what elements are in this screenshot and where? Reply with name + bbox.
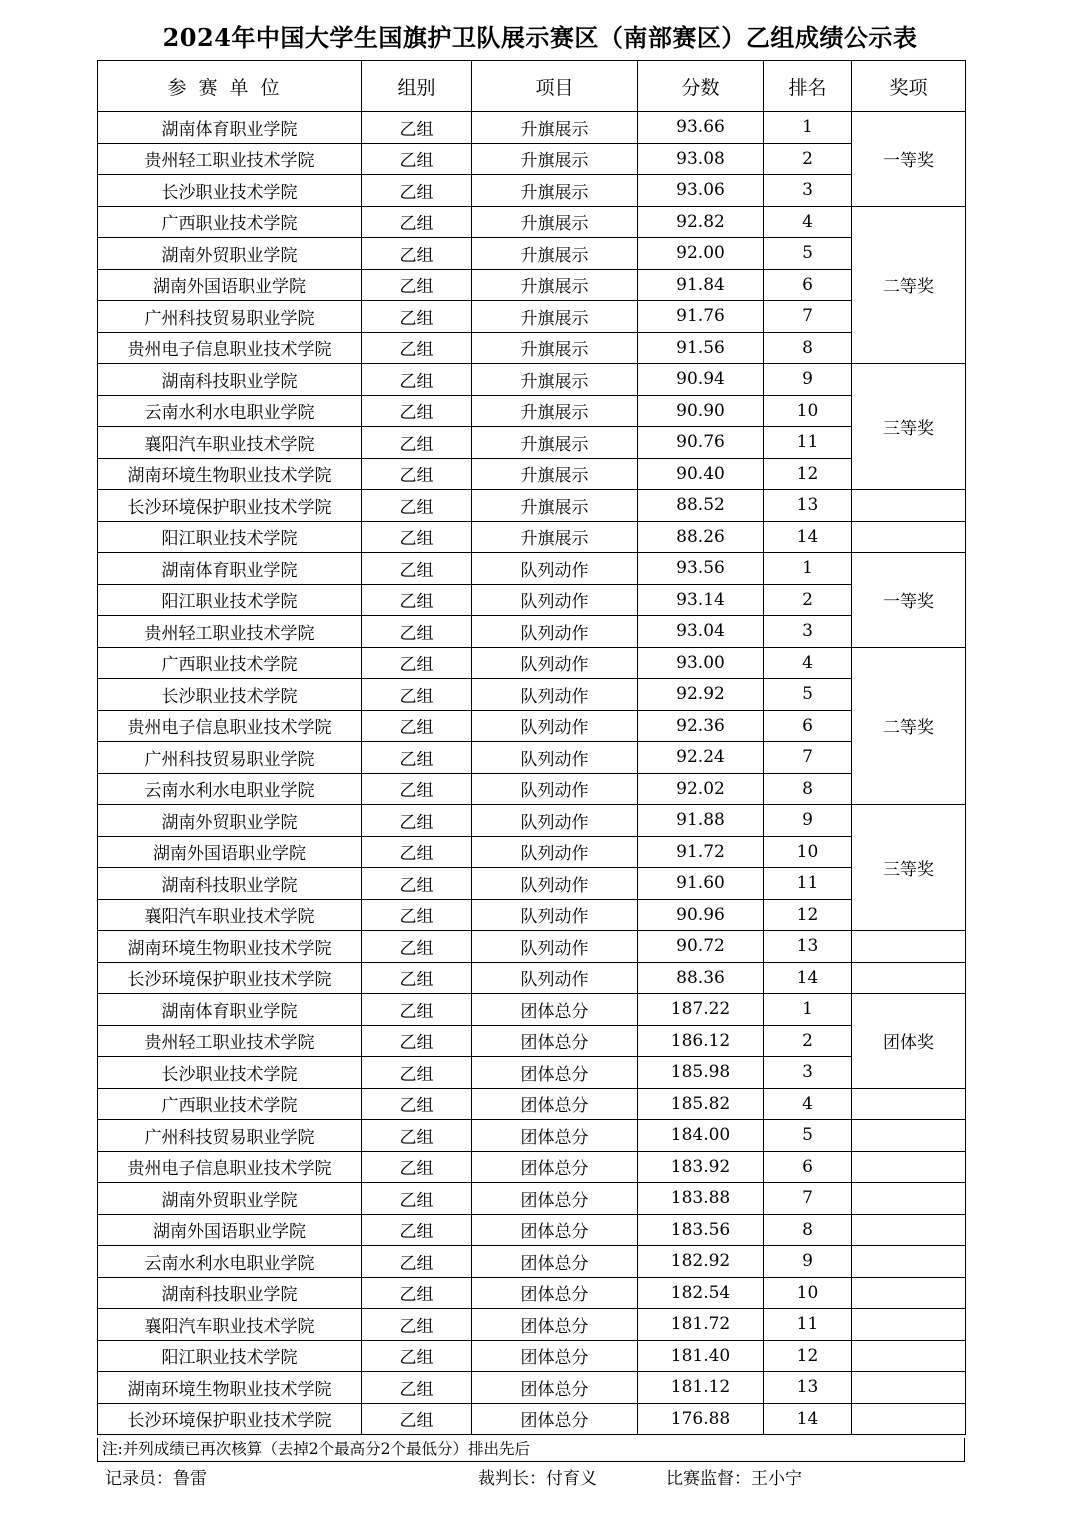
cell-score: 91.88: [638, 805, 764, 837]
cell-item: 团体总分: [472, 1277, 638, 1309]
table-body: [98, 112, 966, 1435]
cell-unit: 襄阳汽车职业技术学院: [98, 1309, 362, 1341]
cell-group: 乙组: [362, 238, 472, 270]
cell-score: 91.84: [638, 269, 764, 301]
cell-award: [852, 1120, 966, 1152]
page-title: 2024年中国大学生国旗护卫队展示赛区（南部赛区）乙组成绩公示表: [162, 23, 918, 52]
cell-unit: 湖南科技职业学院: [98, 868, 362, 900]
cell-rank: 12: [764, 1340, 852, 1372]
header-group: 组别: [362, 61, 472, 112]
cell-score: 176.88: [638, 1403, 764, 1435]
cell-score: 92.00: [638, 238, 764, 270]
cell-score: 91.72: [638, 836, 764, 868]
table-row: [98, 899, 966, 931]
cell-score: 92.82: [638, 206, 764, 238]
cell-group: 乙组: [362, 332, 472, 364]
results-table: [97, 60, 966, 1435]
table-row: [98, 301, 966, 333]
cell-group: 乙组: [362, 994, 472, 1026]
cell-unit: 广州科技贸易职业学院: [98, 301, 362, 333]
cell-award: [852, 1340, 966, 1372]
cell-rank: 10: [764, 836, 852, 868]
cell-item: 队列动作: [472, 805, 638, 837]
cell-item: 升旗展示: [472, 521, 638, 553]
table-row: [98, 1214, 966, 1246]
cell-group: 乙组: [362, 679, 472, 711]
cell-item: 队列动作: [472, 584, 638, 616]
cell-group: 乙组: [362, 490, 472, 522]
cell-rank: 2: [764, 143, 852, 175]
cell-unit: 湖南体育职业学院: [98, 112, 362, 144]
cell-rank: 6: [764, 1151, 852, 1183]
cell-score: 93.66: [638, 112, 764, 144]
cell-group: 乙组: [362, 805, 472, 837]
cell-award: [852, 1372, 966, 1404]
cell-unit: 阳江职业技术学院: [98, 1340, 362, 1372]
cell-award: 二等奖: [852, 206, 966, 364]
cell-group: 乙组: [362, 1403, 472, 1435]
cell-group: 乙组: [362, 427, 472, 459]
cell-score: 93.56: [638, 553, 764, 585]
cell-item: 队列动作: [472, 710, 638, 742]
cell-unit: 阳江职业技术学院: [98, 584, 362, 616]
cell-group: 乙组: [362, 112, 472, 144]
table-row: [98, 1246, 966, 1278]
cell-unit: 湖南环境生物职业技术学院: [98, 458, 362, 490]
cell-group: 乙组: [362, 899, 472, 931]
recorder-signature: 记录员：鲁雷: [105, 1469, 207, 1489]
cell-score: 91.56: [638, 332, 764, 364]
supervisor-signature: 比赛监督：王小宁: [666, 1469, 802, 1489]
cell-unit: 贵州电子信息职业技术学院: [98, 332, 362, 364]
table-row: [98, 490, 966, 522]
cell-item: 队列动作: [472, 616, 638, 648]
cell-unit: 湖南体育职业学院: [98, 994, 362, 1026]
cell-item: 团体总分: [472, 994, 638, 1026]
cell-item: 团体总分: [472, 1340, 638, 1372]
cell-award: [852, 1183, 966, 1215]
table-row: [98, 742, 966, 774]
cell-unit: 贵州电子信息职业技术学院: [98, 710, 362, 742]
cell-score: 88.26: [638, 521, 764, 553]
cell-group: 乙组: [362, 301, 472, 333]
cell-item: 队列动作: [472, 931, 638, 963]
table-row: [98, 679, 966, 711]
cell-item: 队列动作: [472, 679, 638, 711]
cell-rank: 2: [764, 584, 852, 616]
cell-group: 乙组: [362, 647, 472, 679]
cell-score: 92.92: [638, 679, 764, 711]
cell-score: 187.22: [638, 994, 764, 1026]
cell-rank: 4: [764, 647, 852, 679]
cell-item: 升旗展示: [472, 395, 638, 427]
cell-rank: 11: [764, 427, 852, 459]
cell-score: 90.90: [638, 395, 764, 427]
cell-group: 乙组: [362, 742, 472, 774]
cell-unit: 湖南科技职业学院: [98, 364, 362, 396]
cell-unit: 贵州电子信息职业技术学院: [98, 1151, 362, 1183]
cell-rank: 6: [764, 269, 852, 301]
cell-rank: 11: [764, 1309, 852, 1341]
cell-score: 183.56: [638, 1214, 764, 1246]
table-row: [98, 112, 966, 144]
cell-item: 升旗展示: [472, 112, 638, 144]
cell-rank: 5: [764, 679, 852, 711]
cell-award: 三等奖: [852, 805, 966, 931]
cell-score: 93.08: [638, 143, 764, 175]
cell-score: 183.92: [638, 1151, 764, 1183]
cell-rank: 7: [764, 1183, 852, 1215]
cell-score: 92.36: [638, 710, 764, 742]
cell-score: 88.52: [638, 490, 764, 522]
cell-rank: 3: [764, 616, 852, 648]
cell-unit: 云南水利水电职业学院: [98, 395, 362, 427]
cell-score: 91.76: [638, 301, 764, 333]
cell-unit: 湖南环境生物职业技术学院: [98, 1372, 362, 1404]
cell-award: [852, 1151, 966, 1183]
table-row: [98, 1057, 966, 1089]
cell-unit: 湖南科技职业学院: [98, 1277, 362, 1309]
cell-item: 升旗展示: [472, 143, 638, 175]
cell-award: 一等奖: [852, 553, 966, 648]
cell-score: 184.00: [638, 1120, 764, 1152]
table-row: [98, 238, 966, 270]
header-score: 分数: [638, 61, 764, 112]
cell-unit: 长沙环境保护职业技术学院: [98, 490, 362, 522]
cell-score: 93.04: [638, 616, 764, 648]
cell-group: 乙组: [362, 1277, 472, 1309]
header-item: 项目: [472, 61, 638, 112]
table-row: [98, 269, 966, 301]
table-row: [98, 994, 966, 1026]
cell-score: 90.76: [638, 427, 764, 459]
table-row: [98, 1151, 966, 1183]
cell-group: 乙组: [362, 931, 472, 963]
cell-score: 183.88: [638, 1183, 764, 1215]
table-row: [98, 427, 966, 459]
cell-unit: 长沙职业技术学院: [98, 1057, 362, 1089]
cell-score: 90.40: [638, 458, 764, 490]
cell-item: 团体总分: [472, 1214, 638, 1246]
cell-group: 乙组: [362, 143, 472, 175]
cell-group: 乙组: [362, 1120, 472, 1152]
cell-award: [852, 521, 966, 553]
cell-unit: 襄阳汽车职业技术学院: [98, 899, 362, 931]
cell-score: 90.96: [638, 899, 764, 931]
cell-rank: 13: [764, 490, 852, 522]
cell-group: 乙组: [362, 1183, 472, 1215]
table-row: [98, 868, 966, 900]
cell-score: 90.94: [638, 364, 764, 396]
cell-item: 队列动作: [472, 647, 638, 679]
cell-item: 队列动作: [472, 836, 638, 868]
cell-score: 182.54: [638, 1277, 764, 1309]
cell-rank: 11: [764, 868, 852, 900]
table-row: [98, 332, 966, 364]
cell-score: 93.14: [638, 584, 764, 616]
cell-award: 二等奖: [852, 647, 966, 805]
cell-award: [852, 1214, 966, 1246]
table-header-row: [98, 61, 966, 112]
cell-rank: 6: [764, 710, 852, 742]
cell-group: 乙组: [362, 1151, 472, 1183]
cell-score: 181.40: [638, 1340, 764, 1372]
cell-group: 乙组: [362, 1309, 472, 1341]
cell-rank: 13: [764, 931, 852, 963]
cell-rank: 4: [764, 1088, 852, 1120]
cell-rank: 3: [764, 175, 852, 207]
cell-group: 乙组: [362, 584, 472, 616]
cell-score: 185.82: [638, 1088, 764, 1120]
table-row: [98, 1088, 966, 1120]
cell-award: [852, 1309, 966, 1341]
table-row: [98, 1277, 966, 1309]
cell-unit: 湖南外贸职业学院: [98, 805, 362, 837]
cell-rank: 1: [764, 112, 852, 144]
table-row: [98, 1120, 966, 1152]
cell-item: 团体总分: [472, 1372, 638, 1404]
cell-score: 92.02: [638, 773, 764, 805]
table-row: [98, 931, 966, 963]
table-row: [98, 395, 966, 427]
cell-item: 队列动作: [472, 742, 638, 774]
cell-item: 队列动作: [472, 899, 638, 931]
cell-award: [852, 1277, 966, 1309]
cell-item: 队列动作: [472, 962, 638, 994]
cell-item: 升旗展示: [472, 269, 638, 301]
cell-rank: 1: [764, 994, 852, 1026]
cell-unit: 云南水利水电职业学院: [98, 1246, 362, 1278]
cell-score: 92.24: [638, 742, 764, 774]
cell-unit: 阳江职业技术学院: [98, 521, 362, 553]
cell-item: 队列动作: [472, 773, 638, 805]
cell-award: 三等奖: [852, 364, 966, 490]
cell-item: 升旗展示: [472, 427, 638, 459]
cell-item: 团体总分: [472, 1088, 638, 1120]
table-row: [98, 206, 966, 238]
cell-unit: 长沙职业技术学院: [98, 175, 362, 207]
table-row: [98, 1309, 966, 1341]
cell-score: 88.36: [638, 962, 764, 994]
cell-item: 团体总分: [472, 1246, 638, 1278]
cell-rank: 5: [764, 1120, 852, 1152]
cell-group: 乙组: [362, 1025, 472, 1057]
cell-award: 一等奖: [852, 112, 966, 207]
cell-group: 乙组: [362, 458, 472, 490]
cell-rank: 1: [764, 553, 852, 585]
table-row: [98, 1403, 966, 1435]
cell-group: 乙组: [362, 836, 472, 868]
chief-judge-signature: 裁判长：付育义: [478, 1469, 597, 1489]
cell-unit: 贵州轻工职业技术学院: [98, 143, 362, 175]
cell-item: 团体总分: [472, 1025, 638, 1057]
cell-rank: 10: [764, 1277, 852, 1309]
cell-unit: 湖南环境生物职业技术学院: [98, 931, 362, 963]
cell-rank: 14: [764, 962, 852, 994]
footnote: 注:并列成绩已再次核算（去掉2个最高分2个最低分）排出先后: [97, 1438, 965, 1462]
cell-group: 乙组: [362, 773, 472, 805]
table-row: [98, 773, 966, 805]
cell-item: 团体总分: [472, 1151, 638, 1183]
cell-rank: 10: [764, 395, 852, 427]
cell-item: 升旗展示: [472, 332, 638, 364]
cell-score: 93.00: [638, 647, 764, 679]
cell-item: 团体总分: [472, 1309, 638, 1341]
cell-rank: 8: [764, 1214, 852, 1246]
table-row: [98, 962, 966, 994]
cell-item: 团体总分: [472, 1057, 638, 1089]
cell-group: 乙组: [362, 1246, 472, 1278]
cell-unit: 湖南外贸职业学院: [98, 1183, 362, 1215]
cell-item: 升旗展示: [472, 206, 638, 238]
table-row: [98, 143, 966, 175]
cell-unit: 广西职业技术学院: [98, 1088, 362, 1120]
cell-rank: 7: [764, 301, 852, 333]
table-row: [98, 1183, 966, 1215]
cell-score: 182.92: [638, 1246, 764, 1278]
cell-unit: 长沙环境保护职业技术学院: [98, 1403, 362, 1435]
cell-unit: 长沙职业技术学院: [98, 679, 362, 711]
cell-rank: 9: [764, 364, 852, 396]
cell-rank: 2: [764, 1025, 852, 1057]
cell-rank: 9: [764, 805, 852, 837]
cell-item: 队列动作: [472, 553, 638, 585]
cell-unit: 广州科技贸易职业学院: [98, 742, 362, 774]
cell-group: 乙组: [362, 206, 472, 238]
cell-score: 185.98: [638, 1057, 764, 1089]
cell-group: 乙组: [362, 175, 472, 207]
cell-rank: 14: [764, 521, 852, 553]
cell-unit: 广西职业技术学院: [98, 647, 362, 679]
cell-group: 乙组: [362, 1372, 472, 1404]
cell-score: 91.60: [638, 868, 764, 900]
cell-rank: 4: [764, 206, 852, 238]
cell-unit: 云南水利水电职业学院: [98, 773, 362, 805]
cell-unit: 贵州轻工职业技术学院: [98, 616, 362, 648]
cell-item: 团体总分: [472, 1120, 638, 1152]
cell-award: [852, 962, 966, 994]
table-row: [98, 1372, 966, 1404]
cell-item: 升旗展示: [472, 458, 638, 490]
cell-group: 乙组: [362, 1057, 472, 1089]
cell-rank: 12: [764, 458, 852, 490]
cell-item: 升旗展示: [472, 364, 638, 396]
table-row: [98, 584, 966, 616]
table-row: [98, 1025, 966, 1057]
table-row: [98, 710, 966, 742]
cell-item: 升旗展示: [472, 175, 638, 207]
table-row: [98, 805, 966, 837]
table-row: [98, 175, 966, 207]
cell-score: 186.12: [638, 1025, 764, 1057]
cell-rank: 3: [764, 1057, 852, 1089]
cell-score: 181.72: [638, 1309, 764, 1341]
cell-score: 90.72: [638, 931, 764, 963]
cell-award: [852, 1403, 966, 1435]
cell-rank: 12: [764, 899, 852, 931]
cell-group: 乙组: [362, 364, 472, 396]
cell-unit: 广州科技贸易职业学院: [98, 1120, 362, 1152]
cell-item: 升旗展示: [472, 238, 638, 270]
table-row: [98, 836, 966, 868]
table-row: [98, 458, 966, 490]
cell-unit: 湖南外国语职业学院: [98, 269, 362, 301]
cell-group: 乙组: [362, 269, 472, 301]
cell-group: 乙组: [362, 616, 472, 648]
cell-unit: 襄阳汽车职业技术学院: [98, 427, 362, 459]
table-row: [98, 553, 966, 585]
cell-item: 队列动作: [472, 868, 638, 900]
cell-group: 乙组: [362, 962, 472, 994]
cell-unit: 湖南外贸职业学院: [98, 238, 362, 270]
cell-score: 93.06: [638, 175, 764, 207]
cell-group: 乙组: [362, 868, 472, 900]
cell-group: 乙组: [362, 521, 472, 553]
table-row: [98, 1340, 966, 1372]
cell-award: [852, 490, 966, 522]
cell-rank: 14: [764, 1403, 852, 1435]
header-award: 奖项: [852, 61, 966, 112]
cell-unit: 湖南体育职业学院: [98, 553, 362, 585]
cell-group: 乙组: [362, 553, 472, 585]
header-rank: 排名: [764, 61, 852, 112]
cell-unit: 湖南外国语职业学院: [98, 1214, 362, 1246]
table-row: [98, 647, 966, 679]
cell-item: 团体总分: [472, 1183, 638, 1215]
cell-group: 乙组: [362, 395, 472, 427]
cell-group: 乙组: [362, 1340, 472, 1372]
cell-unit: 广西职业技术学院: [98, 206, 362, 238]
cell-rank: 8: [764, 773, 852, 805]
table-row: [98, 521, 966, 553]
cell-award: [852, 1088, 966, 1120]
cell-group: 乙组: [362, 1088, 472, 1120]
cell-unit: 湖南外国语职业学院: [98, 836, 362, 868]
cell-unit: 贵州轻工职业技术学院: [98, 1025, 362, 1057]
cell-item: 升旗展示: [472, 301, 638, 333]
cell-group: 乙组: [362, 710, 472, 742]
cell-item: 升旗展示: [472, 490, 638, 522]
cell-award: 团体奖: [852, 994, 966, 1089]
table-row: [98, 364, 966, 396]
cell-rank: 13: [764, 1372, 852, 1404]
cell-rank: 8: [764, 332, 852, 364]
table-row: [98, 616, 966, 648]
cell-rank: 7: [764, 742, 852, 774]
cell-unit: 长沙环境保护职业技术学院: [98, 962, 362, 994]
cell-rank: 9: [764, 1246, 852, 1278]
cell-award: [852, 1246, 966, 1278]
cell-item: 团体总分: [472, 1403, 638, 1435]
cell-group: 乙组: [362, 1214, 472, 1246]
cell-score: 181.12: [638, 1372, 764, 1404]
cell-rank: 5: [764, 238, 852, 270]
cell-award: [852, 931, 966, 963]
header-unit: 参赛单位: [98, 61, 362, 112]
